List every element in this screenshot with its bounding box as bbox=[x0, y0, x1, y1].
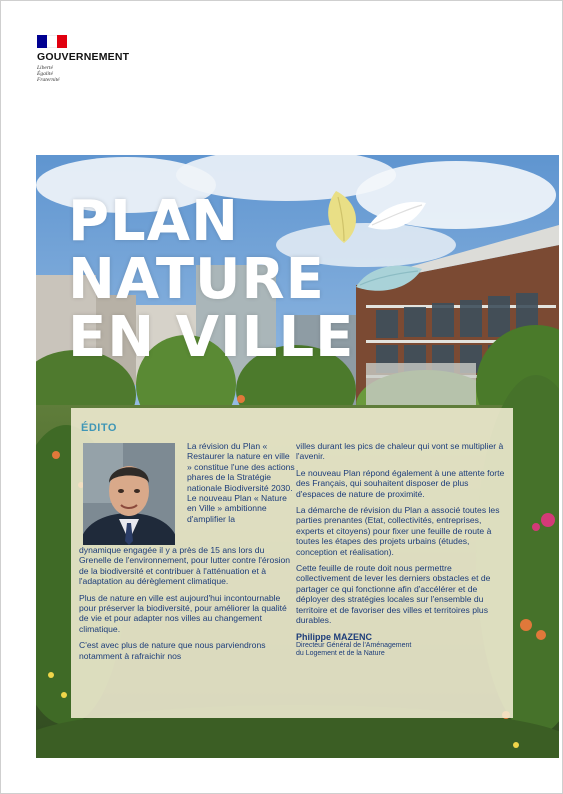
government-name: GOUVERNEMENT bbox=[37, 51, 130, 63]
edito-right-column bbox=[296, 441, 506, 658]
motto-line: Liberté bbox=[37, 65, 53, 71]
edito-paragraph: C'est avec plus de nature que nous parviendrons notamment à rafraichir nos bbox=[79, 640, 266, 661]
edito-paragraph: dynamique engagée il y a près de 15 ans lors du Grenelle de l'environnement, pour lutter contre l'érosion de la biodiversité et contribuer à l'atténuation et à l'adaptation au dérèglement climatique. bbox=[79, 545, 291, 587]
author-portrait bbox=[83, 443, 175, 545]
signature-role-line: du Logement et de la Nature bbox=[296, 650, 385, 658]
edito-heading: ÉDITO bbox=[81, 422, 117, 434]
edito-intro-column bbox=[187, 441, 295, 530]
signature-name: Philippe MAZENC bbox=[296, 631, 372, 642]
signature-role-line: Directeur Général de l'Aménagement bbox=[296, 641, 412, 649]
title-line: EN VILLE bbox=[68, 305, 355, 370]
republic-motto bbox=[37, 65, 157, 84]
edito-panel bbox=[71, 408, 513, 718]
motto-line: Fraternité bbox=[37, 77, 60, 84]
edito-paragraph: La démarche de révision du Plan a associé toutes les parties prenantes (Etat, collectivités, entreprises, experts et citoyens) pour fixer une feuille de route à toutes les étapes des projets urbains (études, conception et réalisation). bbox=[296, 505, 500, 557]
title-line: PLAN bbox=[68, 189, 239, 254]
leaves-logo-icon bbox=[316, 183, 426, 293]
signature-role bbox=[296, 642, 506, 658]
marianne-flag-icon bbox=[37, 35, 67, 48]
government-logo bbox=[37, 35, 157, 84]
edito-left-column bbox=[79, 545, 293, 667]
edito-paragraph: Cette feuille de route doit nous permettre collectivement de lever les derniers obstacles et de partager ce qui fonctionne afin d'accélérer et de déployer des stratégies locales sur l'ensemble du territoire et de favoriser des villes et territoires plus durables. bbox=[296, 563, 491, 626]
edito-paragraph: Le nouveau Plan répond également à une attente forte des Français, qui souhaitent disposer de plus d'espaces de nature de proximité. bbox=[296, 467, 505, 499]
motto-line: Égalité bbox=[37, 71, 53, 78]
edito-paragraph: villes durant les pics de chaleur qui vont se multiplier à l'avenir. bbox=[296, 441, 504, 462]
edito-paragraph: La révision du Plan « Restaurer la nature en ville » constitue l'une des actions phares de la Stratégie nationale Biodiversité 2030. Le nouveau Plan « Nature en Ville » ambitionne d'amplifier la bbox=[187, 441, 295, 524]
title-line: NATURE bbox=[68, 247, 325, 312]
edito-paragraph: Plus de nature en ville est aujourd'hui incontournable pour préserver la biodiversité, pour améliorer la qualité de vie et pour adapter nos villes au changement climatique. bbox=[79, 592, 287, 634]
author-photo bbox=[83, 443, 175, 545]
